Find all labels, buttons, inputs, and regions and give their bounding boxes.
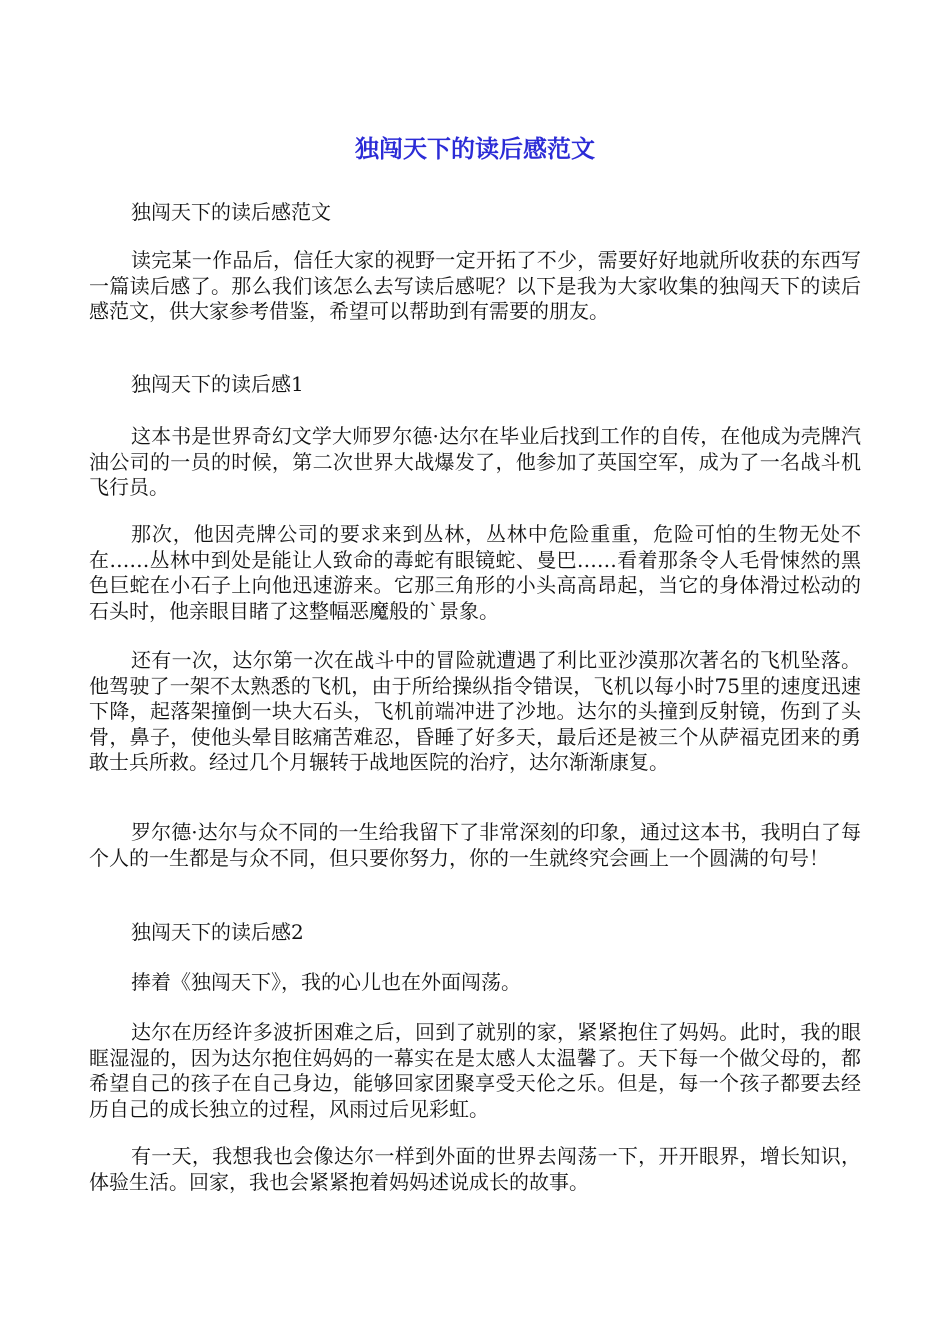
paragraph-1-4: 罗尔德·达尔与众不同的一生给我留下了非常深刻的印象，通过这本书，我明白了每个人的一生都是与众不同，但只要你努力，你的一生就终究会画上一个圆满的句号！: [89, 820, 861, 870]
paragraph-2-2: 达尔在历经许多波折困难之后，回到了就别的家，紧紧抱住了妈妈。此时，我的眼眶湿湿的，因为达尔抱住妈妈的一幕实在是太感人太温馨了。天下每一个做父母的，都希望自己的孩子在自己身边，能够回家团聚享受天伦之乐。但是，每一个孩子都要去经历自己的成长独立的过程，风雨过后见彩虹。: [89, 1020, 861, 1121]
paragraph-intro: 读完某一作品后，信任大家的视野一定开拓了不少，需要好好地就所收获的东西写一篇读后感了。那么我们该怎么去写读后感呢？以下是我为大家收集的独闯天下的读后感范文，供大家参考借鉴，希望可以帮助到有需要的朋友。: [89, 248, 861, 324]
section-heading-1: 独闯天下的读后感1: [131, 372, 304, 396]
paragraph-1-2: 那次，他因壳牌公司的要求来到丛林，丛林中危险重重，危险可怕的生物无处不在……丛林中到处是能让人致命的毒蛇有眼镜蛇、曼巴……看着那条令人毛骨悚然的黑色巨蛇在小石子上向他迅速游来。它那三角形的小头高高昂起，当它的身体滑过松动的石头时，他亲眼目睹了这整幅恶魔般的`景象。: [89, 522, 861, 623]
paragraph-subtitle: 独闯天下的读后感范文: [131, 200, 331, 224]
paragraph-2-1: 捧着《独闯天下》，我的心儿也在外面闯荡。: [131, 970, 521, 994]
paragraph-2-3: 有一天，我想我也会像达尔一样到外面的世界去闯荡一下，开开眼界，增长知识，体验生活。回家，我也会紧紧抱着妈妈述说成长的故事。: [89, 1144, 861, 1194]
paragraph-1-3: 还有一次，达尔第一次在战斗中的冒险就遭遇了利比亚沙漠那次著名的飞机坠落。他驾驶了一架不太熟悉的飞机，由于所给操纵指令错误，飞机以每小时75里的速度迅速下降，起落架撞倒一块大石头，飞机前端冲进了沙地。达尔的头撞到反射镜，伤到了头骨，鼻子，使他头晕目眩痛苦难忍，昏睡了好多天，最后还是被三个从萨福克团来的勇敢士兵所救。经过几个月辗转于战地医院的治疗，达尔渐渐康复。: [89, 648, 861, 775]
section-heading-2: 独闯天下的读后感2: [131, 920, 304, 944]
paragraph-1-1: 这本书是世界奇幻文学大师罗尔德·达尔在毕业后找到工作的自传，在他成为壳牌汽油公司的一员的时候，第二次世界大战爆发了，他参加了英国空军，成为了一名战斗机飞行员。: [89, 424, 861, 500]
document-title: 独闯天下的读后感范文: [355, 135, 595, 163]
